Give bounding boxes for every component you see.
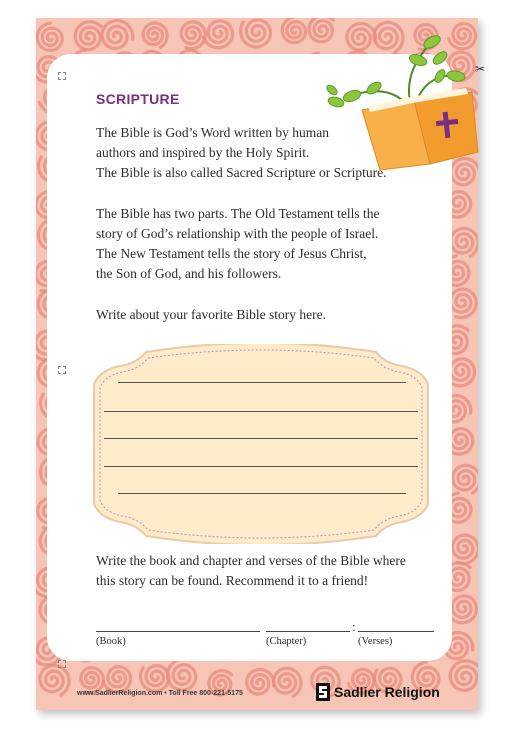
intro-paragraph (96, 123, 426, 183)
reference-line: this story can be found. Recommend it to a friend! (96, 573, 369, 588)
crop-mark-mid-left (58, 366, 66, 374)
intro-line: authors and inspired by the Holy Spirit. (96, 145, 310, 160)
chapter-label: (Chapter) (266, 636, 307, 647)
prompt-text: Write about your favorite Bible story here. (96, 307, 327, 322)
writing-line[interactable] (104, 438, 418, 439)
swirl-decoration (104, 667, 131, 692)
brand-name: Sadlier Religion (334, 684, 440, 700)
crop-mark-top-left (58, 72, 66, 80)
swirl-decoration (247, 669, 274, 694)
swirl-decoration (75, 22, 101, 50)
footer-website[interactable]: www.SadlierReligion.com (77, 690, 163, 697)
chapter-blank[interactable] (266, 631, 350, 632)
sadlier-logo-icon (316, 683, 330, 701)
swirl-decoration (141, 666, 169, 692)
sadlier-logo (316, 683, 440, 701)
footer-separator: • (164, 690, 167, 697)
parts-line: The Bible has two parts. The Old Testament tells the (96, 206, 380, 221)
footer-phone: Toll Free 800-221-5175 (168, 690, 243, 697)
swirl-decoration (37, 23, 62, 51)
swirl-decoration (143, 23, 167, 47)
swirl-decoration (40, 665, 69, 695)
parts-line: The New Testament tells the story of Jesus Christ, (96, 246, 367, 261)
swirl-decoration (167, 659, 195, 690)
swirl-decoration (452, 535, 478, 564)
swirl-decoration (450, 661, 478, 691)
reference-line: Write the book and chapter and verses of the Bible where (96, 553, 406, 568)
page-title: SCRIPTURE (96, 91, 180, 107)
swirl-decoration (204, 21, 233, 48)
intro-line: The Bible is God’s Word written by human (96, 125, 330, 140)
parts-line: the Son of God, and his followers. (96, 266, 282, 281)
reference-instructions (96, 551, 426, 591)
swirl-decoration (451, 228, 478, 256)
verses-label: (Verses) (358, 636, 393, 647)
writing-line[interactable] (118, 493, 406, 494)
chapter-verse-colon: : (352, 619, 356, 634)
writing-line[interactable] (104, 411, 418, 412)
swirl-decoration (282, 18, 305, 43)
swirl-decoration (274, 668, 301, 696)
verses-blank[interactable] (358, 631, 434, 632)
writing-line[interactable] (104, 466, 418, 467)
swirl-decoration (102, 21, 133, 49)
swirl-decoration (241, 20, 271, 47)
swirl-decoration (81, 668, 104, 693)
intro-line: The Bible is also called Sacred Scripture or Scripture. (96, 165, 387, 180)
parts-line: story of God’s relationship with the people of Israel. (96, 226, 379, 241)
scissors-icon: ✂ (475, 62, 486, 76)
story-writing-frame (86, 344, 436, 544)
writing-line[interactable] (118, 382, 406, 383)
swirl-decoration (453, 465, 478, 493)
writing-prompt (96, 305, 426, 325)
swirl-decoration (450, 289, 476, 318)
parts-paragraph (96, 204, 426, 284)
book-blank[interactable] (96, 631, 260, 632)
footer-contact (77, 690, 243, 697)
book-label: (Book) (96, 636, 126, 647)
swirl-decoration (181, 22, 205, 49)
crop-mark-bottom-left (58, 660, 66, 668)
